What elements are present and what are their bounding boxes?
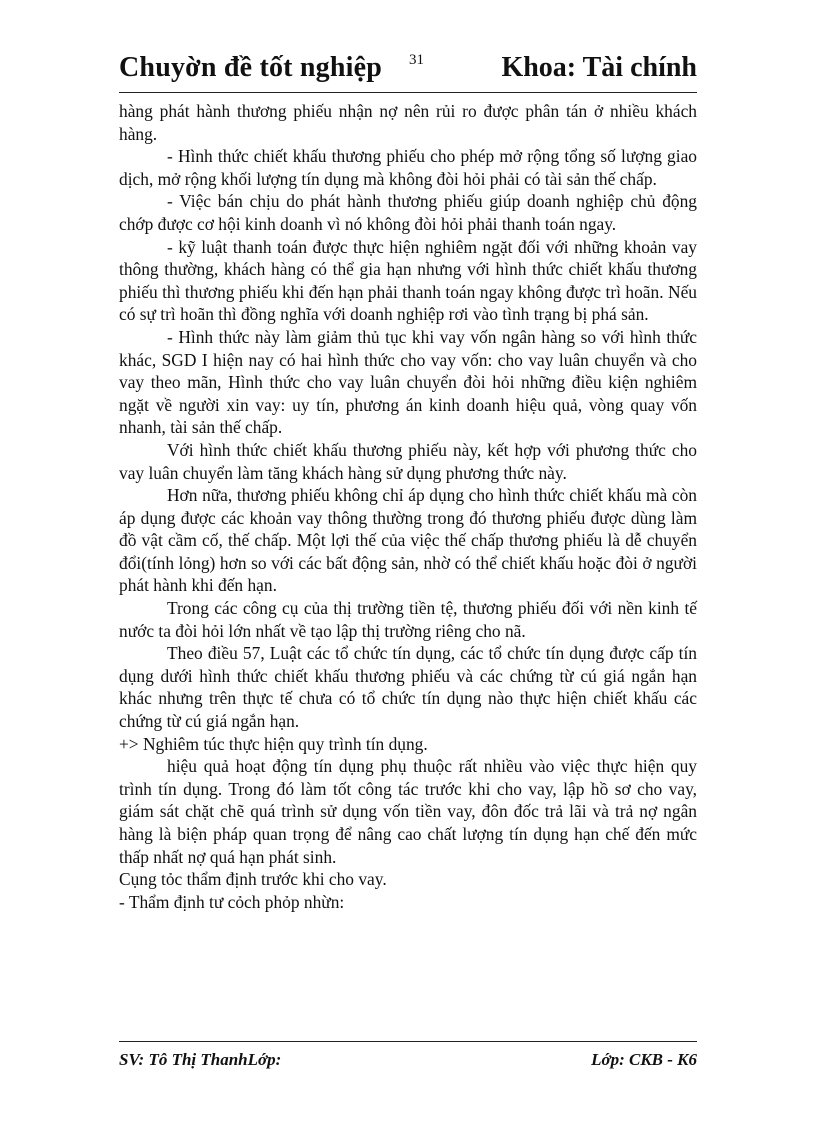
paragraph: Trong các công cụ của thị trường tiền tệ, thương phiếu đối với nền kinh tế nước ta đòi hỏi lớn nhất về tạo lập thị trường riêng cho nã. — [119, 598, 697, 641]
paragraph: - Hình thức chiết khấu thương phiếu cho phép mở rộng tổng số lượng giao dịch, mở rộng khối lượng tín dụng mà không đòi hỏi phải có tài sản thế chấp. — [119, 146, 697, 189]
body-text — [119, 100, 697, 913]
paragraph: Hơn nữa, thương phiếu không chỉ áp dụng cho hình thức chiết khấu mà còn áp dụng được các khoản vay thông thường trong đó thương phiếu được dùng làm đồ vật cầm cố, thế chấp. Một lợi thế của việc thế chấp thương phiếu là dễ chuyển đổi(tính lỏng) hơn so với các bất động sản, nhờ có thể chiết khấu hoặc đòi ở người phát hành khi đến hạn. — [119, 485, 697, 596]
paragraph: hàng phát hành thương phiếu nhận nợ nên rủi ro được phân tán ở nhiều khách hàng. — [119, 101, 697, 144]
header-divider — [119, 92, 697, 93]
document-title: Chuyờn đề tốt nghiệp — [119, 52, 383, 83]
page-footer — [119, 1050, 697, 1074]
paragraph: - kỹ luật thanh toán được thực hiện nghiêm ngặt đối với những khoản vay thông thường, khách hàng có thể gia hạn nhưng với hình thức chiết khấu thương phiếu thì thương phiếu khi đến hạn phải thanh toán ngay không được trì hoãn. Nếu có sự trì hoãn thì đồng nghĩa với doanh nghiệp rơi vào tình trạng bị phá sản. — [119, 236, 697, 325]
page-header — [119, 52, 697, 92]
paragraph: Với hình thức chiết khấu thương phiếu này, kết hợp với phương thức cho vay luân chuyển làm tăng khách hàng sử dụng phương thức này. — [119, 439, 697, 483]
student-name: SV: Tô Thị ThanhLớp: — [119, 1050, 282, 1069]
paragraph: - Thẩm định tư cỏch phỏp nhừn: — [119, 891, 345, 912]
class-label: Lớp: CKB - K6 — [591, 1050, 697, 1069]
paragraph: hiệu quả hoạt động tín dụng phụ thuộc rất nhiều vào việc thực hiện quy trình tín dụng. Trong đó làm tốt công tác trước khi cho vay, lập hồ sơ cho vay, giám sát chặt chẽ quá trình sử dụng vốn tiền vay, đôn đốc trả lãi và trả nợ ngân hàng là biện pháp quan trọng để nâng cao chất lượng tín dụng hạn chế đến mức thấp nhất nợ quá hạn phát sinh. — [119, 756, 697, 867]
paragraph: - Hình thức này làm giảm thủ tục khi vay vốn ngân hàng so với hình thức khác, SGD I hiện nay có hai hình thức cho vay vốn: cho vay luân chuyển và cho vay theo mãn, Hình thức cho vay luân chuyển đòi hỏi những điều kiện nghiêm ngặt về người xin vay: uy tín, phương án kinh doanh hiệu quả, vòng quay vốn nhanh, tài sản thế chấp. — [119, 326, 697, 438]
paragraph: Cụng tỏc thẩm định trước khi cho vay. — [119, 869, 387, 890]
page-number: 31 — [409, 52, 424, 68]
footer-divider — [119, 1041, 697, 1042]
paragraph: +> Nghiêm túc thực hiện quy trình tín dụng. — [119, 733, 428, 754]
paragraph: Theo điều 57, Luật các tổ chức tín dụng, các tổ chức tín dụng được cấp tín dụng dưới hình thức chiết khấu thương phiếu và các chứng từ cú giá ngắn hạn khác nhưng trên thực tế chưa có tổ chức tín dụng nào thực hiện chiết khấu các chứng từ cú giá ngắn hạn. — [119, 643, 697, 732]
paragraph: - Việc bán chịu do phát hành thương phiếu giúp doanh nghiệp chủ động chớp được cơ hội kinh doanh vì nó không đòi hỏi phải thanh toán ngay. — [119, 191, 697, 234]
faculty-label: Khoa: Tài chính — [501, 52, 697, 83]
